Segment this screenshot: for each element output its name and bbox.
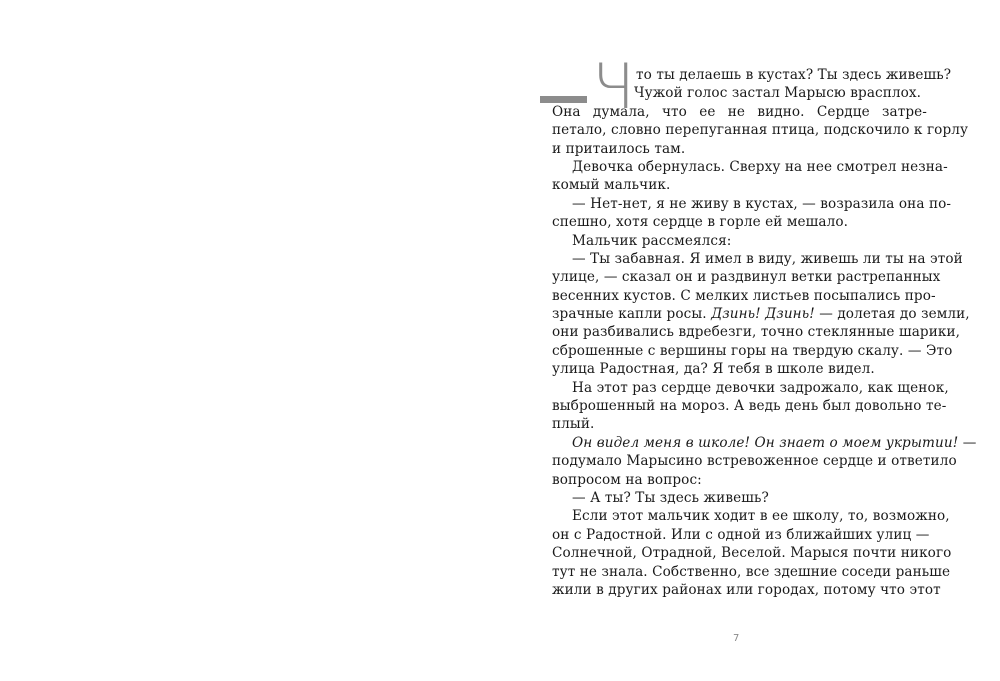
text-line: улице, — сказал он и раздвинул ветки растрепанных — [552, 269, 941, 286]
text-line: петало, словно перепуганная птица, подскочило к горлу — [552, 122, 969, 139]
text-line: вопросом на вопрос: — [552, 471, 702, 488]
text-line: подумало Марысино встревоженное сердце и ответило — [552, 453, 957, 470]
text-line: Чужой голос застал Марысю врасплох. — [634, 85, 922, 102]
text-line: — Нет-нет, я не живу в кустах, — возразила она по- — [572, 195, 952, 212]
text-line: тут не знала. Собственно, все здешние соседи раньше — [552, 563, 951, 580]
text-line: На этот раз сердце девочки задрожало, как щенок, — [572, 379, 949, 396]
text-line: выброшенный на мороз. А ведь день был довольно те- — [552, 398, 947, 415]
text-segment: — — [962, 434, 977, 451]
text-line: сброшенные с вершины горы на твердую скалу. — Это — [552, 342, 953, 359]
italic-segment: Он видел меня в школе! Он знает о моем укрытии! — [572, 434, 959, 451]
body-text — [552, 66, 977, 599]
text-line: комый мальчик. — [552, 177, 671, 194]
text-line: весенних кустов. С мелких листьев посыпались про- — [552, 287, 936, 304]
text-line: он с Радостной. Или с одной из ближайших улиц — — [552, 526, 930, 543]
text-line: и притаилось там. — [552, 140, 686, 157]
text-line: жили в других районах или городах, потому что этот — [552, 581, 941, 598]
text-line: — А ты? Ты здесь живешь? — [572, 489, 769, 506]
text-line: Мальчик рассмеялся: — [572, 232, 732, 249]
text-line: плый. — [552, 416, 595, 433]
text-line: Солнечной, Отрадной, Веселой. Марыся почти никого — [552, 545, 952, 562]
text-line: — Ты забавная. Я имел в виду, живешь ли ты на этой — [572, 250, 963, 267]
text-line-mixed — [552, 434, 977, 452]
text-segment: зрачные капли росы. — [552, 306, 707, 323]
text-line: то ты делаешь в кустах? Ты здесь живешь? — [636, 67, 952, 83]
text-line: улица Радостная, да? Я тебя в школе видел. — [552, 361, 875, 378]
text-line-mixed — [552, 305, 970, 323]
text-line: Если этот мальчик ходит в ее школу, то, возможно, — [572, 508, 950, 525]
page-number: 7 — [733, 633, 740, 644]
text-line: они разбивались вдребезги, точно стеклянные шарики, — [552, 324, 961, 341]
italic-segment: Дзинь! Дзинь! — [711, 306, 815, 323]
text-line: Девочка обернулась. Сверху на нее смотрел незна- — [572, 158, 948, 175]
text-segment: — долетая до земли, — [819, 306, 970, 323]
dropcap-letter: Ч — [592, 50, 635, 123]
text-line: Она думала, что ее не видно. Сердце затре- — [552, 103, 927, 120]
text-line: спешно, хотя сердце в горле ей мешало. — [552, 214, 849, 231]
